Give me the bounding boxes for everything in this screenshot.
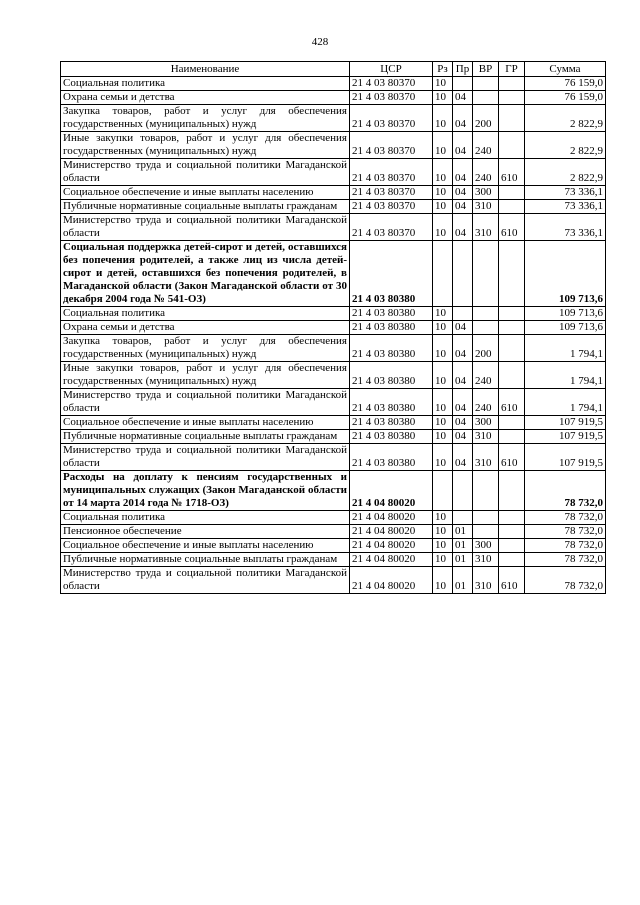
header-sum: Сумма — [525, 62, 606, 77]
table-row — [61, 389, 606, 416]
cell-gr — [499, 77, 525, 91]
cell-vr: 200 — [473, 335, 499, 362]
cell-csr: 21 4 03 80380 — [350, 444, 433, 471]
cell-name: Пенсионное обеспечение — [61, 525, 350, 539]
cell-vr: 240 — [473, 362, 499, 389]
cell-vr: 300 — [473, 539, 499, 553]
cell-rz: 10 — [433, 321, 453, 335]
cell-gr: 610 — [499, 567, 525, 594]
cell-name: Министерство труда и социальной политики Магаданской области — [61, 389, 350, 416]
cell-vr — [473, 321, 499, 335]
cell-name: Расходы на доплату к пенсиям государственных и муниципальных служащих (Закон Магаданской области от 14 марта 2014 года № 1718-ОЗ) — [61, 471, 350, 511]
table-row — [61, 553, 606, 567]
cell-csr: 21 4 03 80370 — [350, 200, 433, 214]
cell-pr: 01 — [453, 567, 473, 594]
cell-rz: 10 — [433, 77, 453, 91]
cell-gr — [499, 430, 525, 444]
cell-gr — [499, 471, 525, 511]
cell-rz: 10 — [433, 159, 453, 186]
cell-gr — [499, 416, 525, 430]
cell-sum: 109 713,6 — [525, 321, 606, 335]
cell-pr — [453, 511, 473, 525]
table-row — [61, 200, 606, 214]
cell-csr: 21 4 03 80370 — [350, 186, 433, 200]
cell-csr: 21 4 04 80020 — [350, 471, 433, 511]
cell-sum: 76 159,0 — [525, 77, 606, 91]
table-row — [61, 321, 606, 335]
cell-name: Социальная политика — [61, 511, 350, 525]
cell-csr: 21 4 03 80380 — [350, 362, 433, 389]
header-name: Наименование — [61, 62, 350, 77]
cell-sum: 109 713,6 — [525, 241, 606, 307]
cell-pr — [453, 307, 473, 321]
cell-sum: 1 794,1 — [525, 335, 606, 362]
page-number: 428 — [311, 36, 329, 48]
cell-vr: 200 — [473, 105, 499, 132]
cell-sum: 78 732,0 — [525, 511, 606, 525]
cell-name: Публичные нормативные социальные выплаты гражданам — [61, 200, 350, 214]
cell-pr — [453, 471, 473, 511]
cell-name: Министерство труда и социальной политики Магаданской области — [61, 159, 350, 186]
cell-gr: 610 — [499, 389, 525, 416]
cell-sum: 2 822,9 — [525, 132, 606, 159]
table-row — [61, 105, 606, 132]
cell-vr: 310 — [473, 200, 499, 214]
table-row — [61, 430, 606, 444]
cell-vr: 310 — [473, 567, 499, 594]
cell-csr: 21 4 03 80380 — [350, 321, 433, 335]
table-row — [61, 416, 606, 430]
cell-name: Социальная политика — [61, 307, 350, 321]
cell-pr: 01 — [453, 525, 473, 539]
cell-vr — [473, 77, 499, 91]
cell-gr — [499, 335, 525, 362]
cell-vr: 310 — [473, 553, 499, 567]
table-row — [61, 511, 606, 525]
cell-pr: 04 — [453, 335, 473, 362]
cell-pr: 04 — [453, 389, 473, 416]
table-row — [61, 307, 606, 321]
cell-sum: 107 919,5 — [525, 430, 606, 444]
cell-pr: 04 — [453, 132, 473, 159]
header-gr: ГР — [499, 62, 525, 77]
cell-rz: 10 — [433, 389, 453, 416]
cell-gr — [499, 511, 525, 525]
cell-rz: 10 — [433, 132, 453, 159]
cell-pr: 04 — [453, 430, 473, 444]
cell-sum: 107 919,5 — [525, 416, 606, 430]
cell-vr: 310 — [473, 430, 499, 444]
cell-pr: 04 — [453, 91, 473, 105]
cell-vr: 240 — [473, 132, 499, 159]
table-row — [61, 159, 606, 186]
cell-vr — [473, 307, 499, 321]
cell-sum: 2 822,9 — [525, 105, 606, 132]
cell-vr: 310 — [473, 444, 499, 471]
table-row-heading — [61, 471, 606, 511]
cell-name: Социальная политика — [61, 77, 350, 91]
cell-name: Министерство труда и социальной политики Магаданской области — [61, 214, 350, 241]
cell-pr: 04 — [453, 362, 473, 389]
cell-rz: 10 — [433, 416, 453, 430]
cell-rz: 10 — [433, 553, 453, 567]
cell-pr: 01 — [453, 539, 473, 553]
table-row — [61, 444, 606, 471]
cell-sum: 78 732,0 — [525, 539, 606, 553]
cell-gr: 610 — [499, 444, 525, 471]
table-row — [61, 214, 606, 241]
cell-rz: 10 — [433, 91, 453, 105]
cell-gr — [499, 321, 525, 335]
cell-pr: 04 — [453, 321, 473, 335]
table-row — [61, 525, 606, 539]
cell-pr — [453, 77, 473, 91]
cell-gr — [499, 241, 525, 307]
cell-pr: 04 — [453, 186, 473, 200]
cell-csr: 21 4 03 80380 — [350, 335, 433, 362]
header-csr: ЦСР — [350, 62, 433, 77]
cell-sum: 76 159,0 — [525, 91, 606, 105]
cell-pr: 01 — [453, 553, 473, 567]
table-row — [61, 567, 606, 594]
cell-csr: 21 4 04 80020 — [350, 567, 433, 594]
cell-csr: 21 4 03 80370 — [350, 91, 433, 105]
cell-name: Социальное обеспечение и иные выплаты населению — [61, 416, 350, 430]
cell-vr — [473, 241, 499, 307]
header-pr: Пр — [453, 62, 473, 77]
cell-csr: 21 4 03 80370 — [350, 132, 433, 159]
cell-gr — [499, 539, 525, 553]
cell-rz: 10 — [433, 105, 453, 132]
cell-sum: 78 732,0 — [525, 553, 606, 567]
cell-csr: 21 4 04 80020 — [350, 539, 433, 553]
cell-pr: 04 — [453, 159, 473, 186]
cell-csr: 21 4 03 80370 — [350, 159, 433, 186]
table-header-row — [61, 62, 606, 77]
cell-name: Закупка товаров, работ и услуг для обеспечения государственных (муниципальных) нужд — [61, 335, 350, 362]
cell-gr — [499, 307, 525, 321]
cell-csr: 21 4 04 80020 — [350, 511, 433, 525]
table-row — [61, 362, 606, 389]
table-row — [61, 77, 606, 91]
cell-vr — [473, 511, 499, 525]
cell-sum: 73 336,1 — [525, 186, 606, 200]
cell-name: Министерство труда и социальной политики Магаданской области — [61, 444, 350, 471]
cell-name: Публичные нормативные социальные выплаты гражданам — [61, 430, 350, 444]
cell-rz: 10 — [433, 200, 453, 214]
table-row — [61, 539, 606, 553]
table-row-heading — [61, 241, 606, 307]
cell-sum: 78 732,0 — [525, 525, 606, 539]
cell-vr — [473, 91, 499, 105]
cell-vr: 300 — [473, 416, 499, 430]
cell-rz: 10 — [433, 511, 453, 525]
cell-vr: 240 — [473, 389, 499, 416]
cell-csr: 21 4 03 80380 — [350, 430, 433, 444]
cell-csr: 21 4 03 80370 — [350, 214, 433, 241]
cell-rz: 10 — [433, 214, 453, 241]
cell-sum: 73 336,1 — [525, 200, 606, 214]
table-row — [61, 335, 606, 362]
cell-vr — [473, 471, 499, 511]
cell-rz: 10 — [433, 186, 453, 200]
cell-sum: 2 822,9 — [525, 159, 606, 186]
cell-vr: 310 — [473, 214, 499, 241]
cell-rz: 10 — [433, 444, 453, 471]
cell-csr: 21 4 04 80020 — [350, 525, 433, 539]
cell-pr — [453, 241, 473, 307]
cell-gr — [499, 200, 525, 214]
cell-name: Министерство труда и социальной политики Магаданской области — [61, 567, 350, 594]
header-vr: ВР — [473, 62, 499, 77]
cell-csr: 21 4 04 80020 — [350, 553, 433, 567]
cell-sum: 107 919,5 — [525, 444, 606, 471]
cell-name: Социальное обеспечение и иные выплаты населению — [61, 186, 350, 200]
cell-sum: 109 713,6 — [525, 307, 606, 321]
cell-gr — [499, 362, 525, 389]
cell-name: Публичные нормативные социальные выплаты гражданам — [61, 553, 350, 567]
cell-gr: 610 — [499, 159, 525, 186]
cell-gr — [499, 105, 525, 132]
cell-rz: 10 — [433, 362, 453, 389]
cell-csr: 21 4 03 80380 — [350, 241, 433, 307]
cell-rz: 10 — [433, 539, 453, 553]
cell-pr: 04 — [453, 105, 473, 132]
cell-name: Охрана семьи и детства — [61, 91, 350, 105]
cell-sum: 73 336,1 — [525, 214, 606, 241]
budget-table — [60, 61, 606, 594]
cell-pr: 04 — [453, 214, 473, 241]
cell-sum: 1 794,1 — [525, 362, 606, 389]
cell-gr — [499, 525, 525, 539]
cell-name: Охрана семьи и детства — [61, 321, 350, 335]
cell-name: Закупка товаров, работ и услуг для обеспечения государственных (муниципальных) нужд — [61, 105, 350, 132]
header-rz: Рз — [433, 62, 453, 77]
cell-pr: 04 — [453, 200, 473, 214]
cell-csr: 21 4 03 80380 — [350, 389, 433, 416]
cell-vr: 240 — [473, 159, 499, 186]
cell-rz — [433, 471, 453, 511]
cell-rz: 10 — [433, 307, 453, 321]
cell-gr — [499, 186, 525, 200]
cell-vr — [473, 525, 499, 539]
table-row — [61, 186, 606, 200]
table-row — [61, 132, 606, 159]
cell-sum: 1 794,1 — [525, 389, 606, 416]
cell-csr: 21 4 03 80370 — [350, 105, 433, 132]
cell-rz: 10 — [433, 430, 453, 444]
cell-gr — [499, 553, 525, 567]
cell-vr: 300 — [473, 186, 499, 200]
cell-name: Социальная поддержка детей-сирот и детей, оставшихся без попечения родителей, а также лиц из числа детей-сирот и детей, оставшихся без попечения родителей, в Магаданской области (Закон Магаданской области от 30 декабря 2004 года № 541-ОЗ) — [61, 241, 350, 307]
cell-gr — [499, 91, 525, 105]
cell-rz: 10 — [433, 525, 453, 539]
cell-pr: 04 — [453, 444, 473, 471]
cell-csr: 21 4 03 80380 — [350, 307, 433, 321]
cell-sum: 78 732,0 — [525, 471, 606, 511]
table-row — [61, 91, 606, 105]
cell-csr: 21 4 03 80380 — [350, 416, 433, 430]
cell-rz: 10 — [433, 567, 453, 594]
cell-name: Иные закупки товаров, работ и услуг для обеспечения государственных (муниципальных) нужд — [61, 362, 350, 389]
cell-name: Иные закупки товаров, работ и услуг для обеспечения государственных (муниципальных) нужд — [61, 132, 350, 159]
cell-gr — [499, 132, 525, 159]
cell-gr: 610 — [499, 214, 525, 241]
cell-csr: 21 4 03 80370 — [350, 77, 433, 91]
cell-rz — [433, 241, 453, 307]
cell-name: Социальное обеспечение и иные выплаты населению — [61, 539, 350, 553]
cell-pr: 04 — [453, 416, 473, 430]
cell-rz: 10 — [433, 335, 453, 362]
cell-sum: 78 732,0 — [525, 567, 606, 594]
